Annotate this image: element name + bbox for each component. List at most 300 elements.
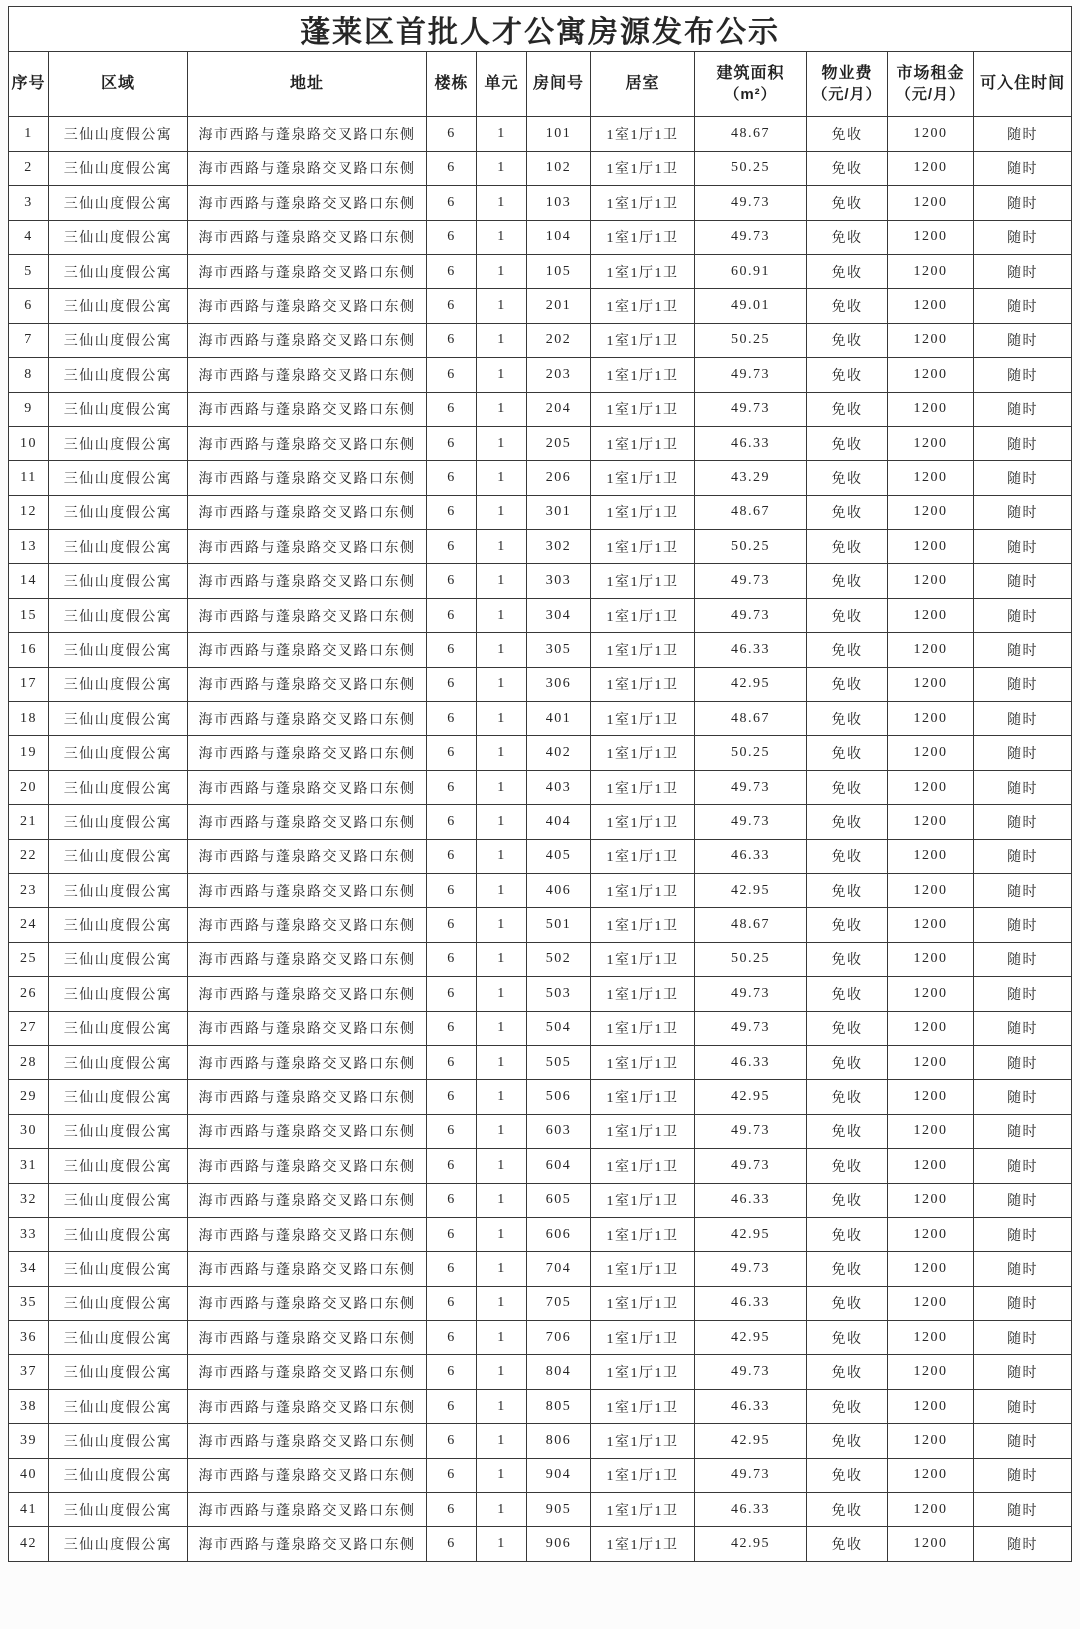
cell-floor_area: 49.73 (695, 392, 807, 426)
cell-area: 三仙山度假公寓 (49, 1217, 188, 1251)
cell-seq: 40 (9, 1458, 49, 1492)
cell-address: 海市西路与蓬泉路交叉路口东侧 (188, 1149, 427, 1183)
cell-seq: 10 (9, 426, 49, 460)
table-row (9, 1252, 1072, 1286)
cell-unit: 1 (477, 1149, 527, 1183)
cell-unit: 1 (477, 1286, 527, 1320)
cell-floor_area: 49.73 (695, 598, 807, 632)
cell-building: 6 (427, 426, 477, 460)
cell-area: 三仙山度假公寓 (49, 633, 188, 667)
cell-address: 海市西路与蓬泉路交叉路口东侧 (188, 530, 427, 564)
table-row (9, 1114, 1072, 1148)
cell-property_fee: 免收 (807, 1217, 888, 1251)
cell-seq: 34 (9, 1252, 49, 1286)
cell-move_in: 随时 (974, 633, 1072, 667)
cell-move_in: 随时 (974, 1527, 1072, 1561)
cell-seq: 31 (9, 1149, 49, 1183)
cell-area: 三仙山度假公寓 (49, 1045, 188, 1079)
cell-area: 三仙山度假公寓 (49, 1114, 188, 1148)
cell-unit: 1 (477, 392, 527, 426)
cell-room: 604 (527, 1149, 591, 1183)
cell-move_in: 随时 (974, 1321, 1072, 1355)
cell-move_in: 随时 (974, 220, 1072, 254)
cell-room: 205 (527, 426, 591, 460)
cell-room: 404 (527, 805, 591, 839)
column-header-property_fee: 物业费 （元/月） (807, 52, 888, 117)
cell-layout: 1室1厅1卫 (591, 839, 695, 873)
cell-property_fee: 免收 (807, 323, 888, 357)
cell-room: 904 (527, 1458, 591, 1492)
cell-rent: 1200 (888, 1080, 974, 1114)
cell-room: 401 (527, 702, 591, 736)
cell-address: 海市西路与蓬泉路交叉路口东侧 (188, 1080, 427, 1114)
column-header-layout: 居室 (591, 52, 695, 117)
cell-room: 403 (527, 770, 591, 804)
cell-room: 402 (527, 736, 591, 770)
cell-area: 三仙山度假公寓 (49, 736, 188, 770)
cell-move_in: 随时 (974, 117, 1072, 151)
cell-room: 201 (527, 289, 591, 323)
table-row (9, 598, 1072, 632)
cell-floor_area: 50.25 (695, 942, 807, 976)
cell-move_in: 随时 (974, 942, 1072, 976)
cell-building: 6 (427, 220, 477, 254)
cell-area: 三仙山度假公寓 (49, 1389, 188, 1423)
cell-layout: 1室1厅1卫 (591, 426, 695, 460)
cell-unit: 1 (477, 1183, 527, 1217)
cell-property_fee: 免收 (807, 702, 888, 736)
cell-seq: 23 (9, 873, 49, 907)
cell-address: 海市西路与蓬泉路交叉路口东侧 (188, 323, 427, 357)
cell-move_in: 随时 (974, 839, 1072, 873)
cell-rent: 1200 (888, 1114, 974, 1148)
cell-floor_area: 42.95 (695, 667, 807, 701)
cell-rent: 1200 (888, 873, 974, 907)
cell-building: 6 (427, 1527, 477, 1561)
cell-move_in: 随时 (974, 1355, 1072, 1389)
cell-move_in: 随时 (974, 151, 1072, 185)
cell-building: 6 (427, 977, 477, 1011)
cell-address: 海市西路与蓬泉路交叉路口东侧 (188, 1286, 427, 1320)
cell-move_in: 随时 (974, 1458, 1072, 1492)
cell-floor_area: 46.33 (695, 426, 807, 460)
cell-area: 三仙山度假公寓 (49, 1424, 188, 1458)
cell-room: 606 (527, 1217, 591, 1251)
cell-seq: 19 (9, 736, 49, 770)
cell-room: 502 (527, 942, 591, 976)
cell-rent: 1200 (888, 839, 974, 873)
cell-building: 6 (427, 186, 477, 220)
cell-property_fee: 免收 (807, 1045, 888, 1079)
column-header-building: 楼栋 (427, 52, 477, 117)
cell-layout: 1室1厅1卫 (591, 1493, 695, 1527)
cell-move_in: 随时 (974, 461, 1072, 495)
cell-unit: 1 (477, 220, 527, 254)
cell-address: 海市西路与蓬泉路交叉路口东侧 (188, 426, 427, 460)
cell-address: 海市西路与蓬泉路交叉路口东侧 (188, 873, 427, 907)
cell-move_in: 随时 (974, 736, 1072, 770)
cell-unit: 1 (477, 323, 527, 357)
table-row (9, 1527, 1072, 1561)
cell-seq: 35 (9, 1286, 49, 1320)
cell-unit: 1 (477, 1458, 527, 1492)
cell-room: 206 (527, 461, 591, 495)
cell-rent: 1200 (888, 220, 974, 254)
table-row (9, 1389, 1072, 1423)
cell-building: 6 (427, 1389, 477, 1423)
table-row (9, 839, 1072, 873)
cell-unit: 1 (477, 1252, 527, 1286)
cell-move_in: 随时 (974, 598, 1072, 632)
cell-move_in: 随时 (974, 1114, 1072, 1148)
table-row (9, 1458, 1072, 1492)
cell-move_in: 随时 (974, 805, 1072, 839)
cell-address: 海市西路与蓬泉路交叉路口东侧 (188, 1011, 427, 1045)
cell-floor_area: 42.95 (695, 1217, 807, 1251)
cell-unit: 1 (477, 1080, 527, 1114)
cell-address: 海市西路与蓬泉路交叉路口东侧 (188, 358, 427, 392)
cell-room: 806 (527, 1424, 591, 1458)
cell-floor_area: 42.95 (695, 1080, 807, 1114)
cell-seq: 24 (9, 908, 49, 942)
cell-rent: 1200 (888, 1527, 974, 1561)
cell-area: 三仙山度假公寓 (49, 461, 188, 495)
cell-property_fee: 免收 (807, 1493, 888, 1527)
cell-address: 海市西路与蓬泉路交叉路口东侧 (188, 1217, 427, 1251)
cell-property_fee: 免收 (807, 839, 888, 873)
cell-address: 海市西路与蓬泉路交叉路口东侧 (188, 495, 427, 529)
table-row (9, 1217, 1072, 1251)
cell-building: 6 (427, 495, 477, 529)
cell-room: 306 (527, 667, 591, 701)
table-row (9, 186, 1072, 220)
cell-rent: 1200 (888, 908, 974, 942)
table-row (9, 1321, 1072, 1355)
cell-layout: 1室1厅1卫 (591, 736, 695, 770)
cell-layout: 1室1厅1卫 (591, 1011, 695, 1045)
cell-move_in: 随时 (974, 564, 1072, 598)
cell-unit: 1 (477, 908, 527, 942)
cell-layout: 1室1厅1卫 (591, 1458, 695, 1492)
cell-move_in: 随时 (974, 495, 1072, 529)
cell-area: 三仙山度假公寓 (49, 1527, 188, 1561)
cell-address: 海市西路与蓬泉路交叉路口东侧 (188, 736, 427, 770)
cell-address: 海市西路与蓬泉路交叉路口东侧 (188, 289, 427, 323)
cell-property_fee: 免收 (807, 1011, 888, 1045)
table-row (9, 770, 1072, 804)
cell-floor_area: 48.67 (695, 908, 807, 942)
cell-property_fee: 免收 (807, 1527, 888, 1561)
cell-unit: 1 (477, 633, 527, 667)
table-row (9, 495, 1072, 529)
cell-layout: 1室1厅1卫 (591, 289, 695, 323)
cell-layout: 1室1厅1卫 (591, 702, 695, 736)
cell-room: 503 (527, 977, 591, 1011)
cell-seq: 18 (9, 702, 49, 736)
cell-unit: 1 (477, 358, 527, 392)
cell-unit: 1 (477, 564, 527, 598)
cell-property_fee: 免收 (807, 1080, 888, 1114)
page-title: 蓬莱区首批人才公寓房源发布公示 (9, 7, 1072, 52)
table-row (9, 254, 1072, 288)
cell-property_fee: 免收 (807, 220, 888, 254)
cell-room: 506 (527, 1080, 591, 1114)
column-header-address: 地址 (188, 52, 427, 117)
cell-layout: 1室1厅1卫 (591, 873, 695, 907)
cell-move_in: 随时 (974, 873, 1072, 907)
cell-property_fee: 免收 (807, 254, 888, 288)
cell-room: 804 (527, 1355, 591, 1389)
cell-area: 三仙山度假公寓 (49, 1252, 188, 1286)
cell-room: 906 (527, 1527, 591, 1561)
cell-property_fee: 免收 (807, 667, 888, 701)
cell-move_in: 随时 (974, 254, 1072, 288)
cell-property_fee: 免收 (807, 186, 888, 220)
cell-room: 204 (527, 392, 591, 426)
cell-layout: 1室1厅1卫 (591, 1252, 695, 1286)
column-header-floor_area: 建筑面积 （m²） (695, 52, 807, 117)
table-row (9, 977, 1072, 1011)
cell-room: 105 (527, 254, 591, 288)
cell-area: 三仙山度假公寓 (49, 1080, 188, 1114)
column-header-move_in: 可入住时间 (974, 52, 1072, 117)
cell-building: 6 (427, 564, 477, 598)
cell-property_fee: 免收 (807, 1424, 888, 1458)
cell-area: 三仙山度假公寓 (49, 1355, 188, 1389)
cell-layout: 1室1厅1卫 (591, 564, 695, 598)
cell-layout: 1室1厅1卫 (591, 254, 695, 288)
cell-property_fee: 免收 (807, 908, 888, 942)
cell-unit: 1 (477, 667, 527, 701)
cell-address: 海市西路与蓬泉路交叉路口东侧 (188, 908, 427, 942)
cell-address: 海市西路与蓬泉路交叉路口东侧 (188, 1045, 427, 1079)
cell-floor_area: 46.33 (695, 1493, 807, 1527)
cell-property_fee: 免收 (807, 358, 888, 392)
cell-seq: 39 (9, 1424, 49, 1458)
cell-move_in: 随时 (974, 1389, 1072, 1423)
cell-address: 海市西路与蓬泉路交叉路口东侧 (188, 1114, 427, 1148)
cell-floor_area: 49.73 (695, 1355, 807, 1389)
column-header-rent: 市场租金 （元/月） (888, 52, 974, 117)
table-body (9, 117, 1072, 1561)
cell-property_fee: 免收 (807, 392, 888, 426)
cell-unit: 1 (477, 1045, 527, 1079)
cell-unit: 1 (477, 151, 527, 185)
cell-layout: 1室1厅1卫 (591, 1080, 695, 1114)
cell-floor_area: 43.29 (695, 461, 807, 495)
cell-seq: 8 (9, 358, 49, 392)
cell-room: 905 (527, 1493, 591, 1527)
cell-area: 三仙山度假公寓 (49, 564, 188, 598)
cell-floor_area: 46.33 (695, 1045, 807, 1079)
cell-rent: 1200 (888, 254, 974, 288)
title-row (9, 7, 1072, 52)
cell-address: 海市西路与蓬泉路交叉路口东侧 (188, 667, 427, 701)
cell-building: 6 (427, 1286, 477, 1320)
cell-layout: 1室1厅1卫 (591, 530, 695, 564)
cell-layout: 1室1厅1卫 (591, 1424, 695, 1458)
cell-seq: 22 (9, 839, 49, 873)
cell-seq: 15 (9, 598, 49, 632)
cell-layout: 1室1厅1卫 (591, 1286, 695, 1320)
cell-building: 6 (427, 770, 477, 804)
cell-area: 三仙山度假公寓 (49, 702, 188, 736)
cell-layout: 1室1厅1卫 (591, 805, 695, 839)
cell-building: 6 (427, 908, 477, 942)
cell-rent: 1200 (888, 1493, 974, 1527)
cell-room: 103 (527, 186, 591, 220)
table-row (9, 633, 1072, 667)
cell-property_fee: 免收 (807, 736, 888, 770)
cell-address: 海市西路与蓬泉路交叉路口东侧 (188, 220, 427, 254)
cell-rent: 1200 (888, 495, 974, 529)
cell-rent: 1200 (888, 633, 974, 667)
cell-room: 504 (527, 1011, 591, 1045)
cell-room: 302 (527, 530, 591, 564)
cell-property_fee: 免收 (807, 151, 888, 185)
cell-address: 海市西路与蓬泉路交叉路口东侧 (188, 151, 427, 185)
cell-move_in: 随时 (974, 977, 1072, 1011)
cell-area: 三仙山度假公寓 (49, 873, 188, 907)
cell-floor_area: 49.73 (695, 186, 807, 220)
cell-floor_area: 49.73 (695, 1149, 807, 1183)
cell-layout: 1室1厅1卫 (591, 977, 695, 1011)
cell-floor_area: 42.95 (695, 1424, 807, 1458)
cell-move_in: 随时 (974, 1149, 1072, 1183)
cell-layout: 1室1厅1卫 (591, 633, 695, 667)
cell-floor_area: 49.73 (695, 1114, 807, 1148)
cell-building: 6 (427, 805, 477, 839)
table-row (9, 805, 1072, 839)
cell-building: 6 (427, 289, 477, 323)
cell-move_in: 随时 (974, 186, 1072, 220)
cell-area: 三仙山度假公寓 (49, 1458, 188, 1492)
cell-seq: 30 (9, 1114, 49, 1148)
cell-seq: 13 (9, 530, 49, 564)
cell-floor_area: 42.95 (695, 1527, 807, 1561)
cell-area: 三仙山度假公寓 (49, 358, 188, 392)
cell-property_fee: 免收 (807, 1149, 888, 1183)
cell-area: 三仙山度假公寓 (49, 495, 188, 529)
cell-room: 203 (527, 358, 591, 392)
cell-seq: 4 (9, 220, 49, 254)
cell-area: 三仙山度假公寓 (49, 151, 188, 185)
cell-room: 505 (527, 1045, 591, 1079)
cell-room: 704 (527, 1252, 591, 1286)
cell-layout: 1室1厅1卫 (591, 323, 695, 357)
cell-area: 三仙山度假公寓 (49, 323, 188, 357)
table-row (9, 736, 1072, 770)
table-row (9, 1011, 1072, 1045)
cell-address: 海市西路与蓬泉路交叉路口东侧 (188, 1321, 427, 1355)
table-row (9, 1080, 1072, 1114)
cell-seq: 12 (9, 495, 49, 529)
cell-rent: 1200 (888, 1183, 974, 1217)
cell-room: 406 (527, 873, 591, 907)
cell-unit: 1 (477, 1217, 527, 1251)
cell-floor_area: 50.25 (695, 151, 807, 185)
cell-area: 三仙山度假公寓 (49, 1011, 188, 1045)
cell-seq: 41 (9, 1493, 49, 1527)
cell-property_fee: 免收 (807, 1183, 888, 1217)
cell-rent: 1200 (888, 805, 974, 839)
cell-address: 海市西路与蓬泉路交叉路口东侧 (188, 839, 427, 873)
cell-floor_area: 46.33 (695, 839, 807, 873)
cell-layout: 1室1厅1卫 (591, 598, 695, 632)
cell-unit: 1 (477, 598, 527, 632)
cell-floor_area: 48.67 (695, 702, 807, 736)
cell-move_in: 随时 (974, 1252, 1072, 1286)
cell-floor_area: 49.73 (695, 805, 807, 839)
cell-area: 三仙山度假公寓 (49, 530, 188, 564)
cell-address: 海市西路与蓬泉路交叉路口东侧 (188, 392, 427, 426)
cell-building: 6 (427, 461, 477, 495)
cell-unit: 1 (477, 254, 527, 288)
cell-floor_area: 49.73 (695, 770, 807, 804)
cell-move_in: 随时 (974, 1424, 1072, 1458)
cell-seq: 5 (9, 254, 49, 288)
cell-move_in: 随时 (974, 908, 1072, 942)
cell-seq: 2 (9, 151, 49, 185)
cell-property_fee: 免收 (807, 1389, 888, 1423)
cell-building: 6 (427, 1217, 477, 1251)
cell-unit: 1 (477, 1114, 527, 1148)
table-row (9, 702, 1072, 736)
cell-move_in: 随时 (974, 667, 1072, 701)
cell-layout: 1室1厅1卫 (591, 186, 695, 220)
cell-floor_area: 50.25 (695, 323, 807, 357)
cell-property_fee: 免收 (807, 1252, 888, 1286)
cell-seq: 20 (9, 770, 49, 804)
cell-rent: 1200 (888, 1355, 974, 1389)
column-header-area: 区域 (49, 52, 188, 117)
cell-move_in: 随时 (974, 702, 1072, 736)
cell-building: 6 (427, 1493, 477, 1527)
cell-room: 705 (527, 1286, 591, 1320)
cell-seq: 42 (9, 1527, 49, 1561)
cell-floor_area: 49.73 (695, 1252, 807, 1286)
cell-floor_area: 46.33 (695, 1183, 807, 1217)
cell-rent: 1200 (888, 1252, 974, 1286)
cell-room: 805 (527, 1389, 591, 1423)
cell-building: 6 (427, 1114, 477, 1148)
cell-room: 101 (527, 117, 591, 151)
cell-unit: 1 (477, 873, 527, 907)
cell-floor_area: 60.91 (695, 254, 807, 288)
cell-rent: 1200 (888, 977, 974, 1011)
cell-floor_area: 48.67 (695, 495, 807, 529)
cell-property_fee: 免收 (807, 117, 888, 151)
cell-building: 6 (427, 1011, 477, 1045)
cell-floor_area: 46.33 (695, 633, 807, 667)
cell-seq: 32 (9, 1183, 49, 1217)
cell-area: 三仙山度假公寓 (49, 1183, 188, 1217)
cell-layout: 1室1厅1卫 (591, 1217, 695, 1251)
table-row (9, 392, 1072, 426)
column-header-room: 房间号 (527, 52, 591, 117)
cell-address: 海市西路与蓬泉路交叉路口东侧 (188, 1252, 427, 1286)
cell-building: 6 (427, 736, 477, 770)
cell-property_fee: 免收 (807, 977, 888, 1011)
cell-layout: 1室1厅1卫 (591, 1527, 695, 1561)
cell-rent: 1200 (888, 117, 974, 151)
column-header-row (9, 52, 1072, 117)
cell-rent: 1200 (888, 323, 974, 357)
cell-property_fee: 免收 (807, 770, 888, 804)
cell-property_fee: 免收 (807, 564, 888, 598)
table-row (9, 1424, 1072, 1458)
cell-building: 6 (427, 530, 477, 564)
